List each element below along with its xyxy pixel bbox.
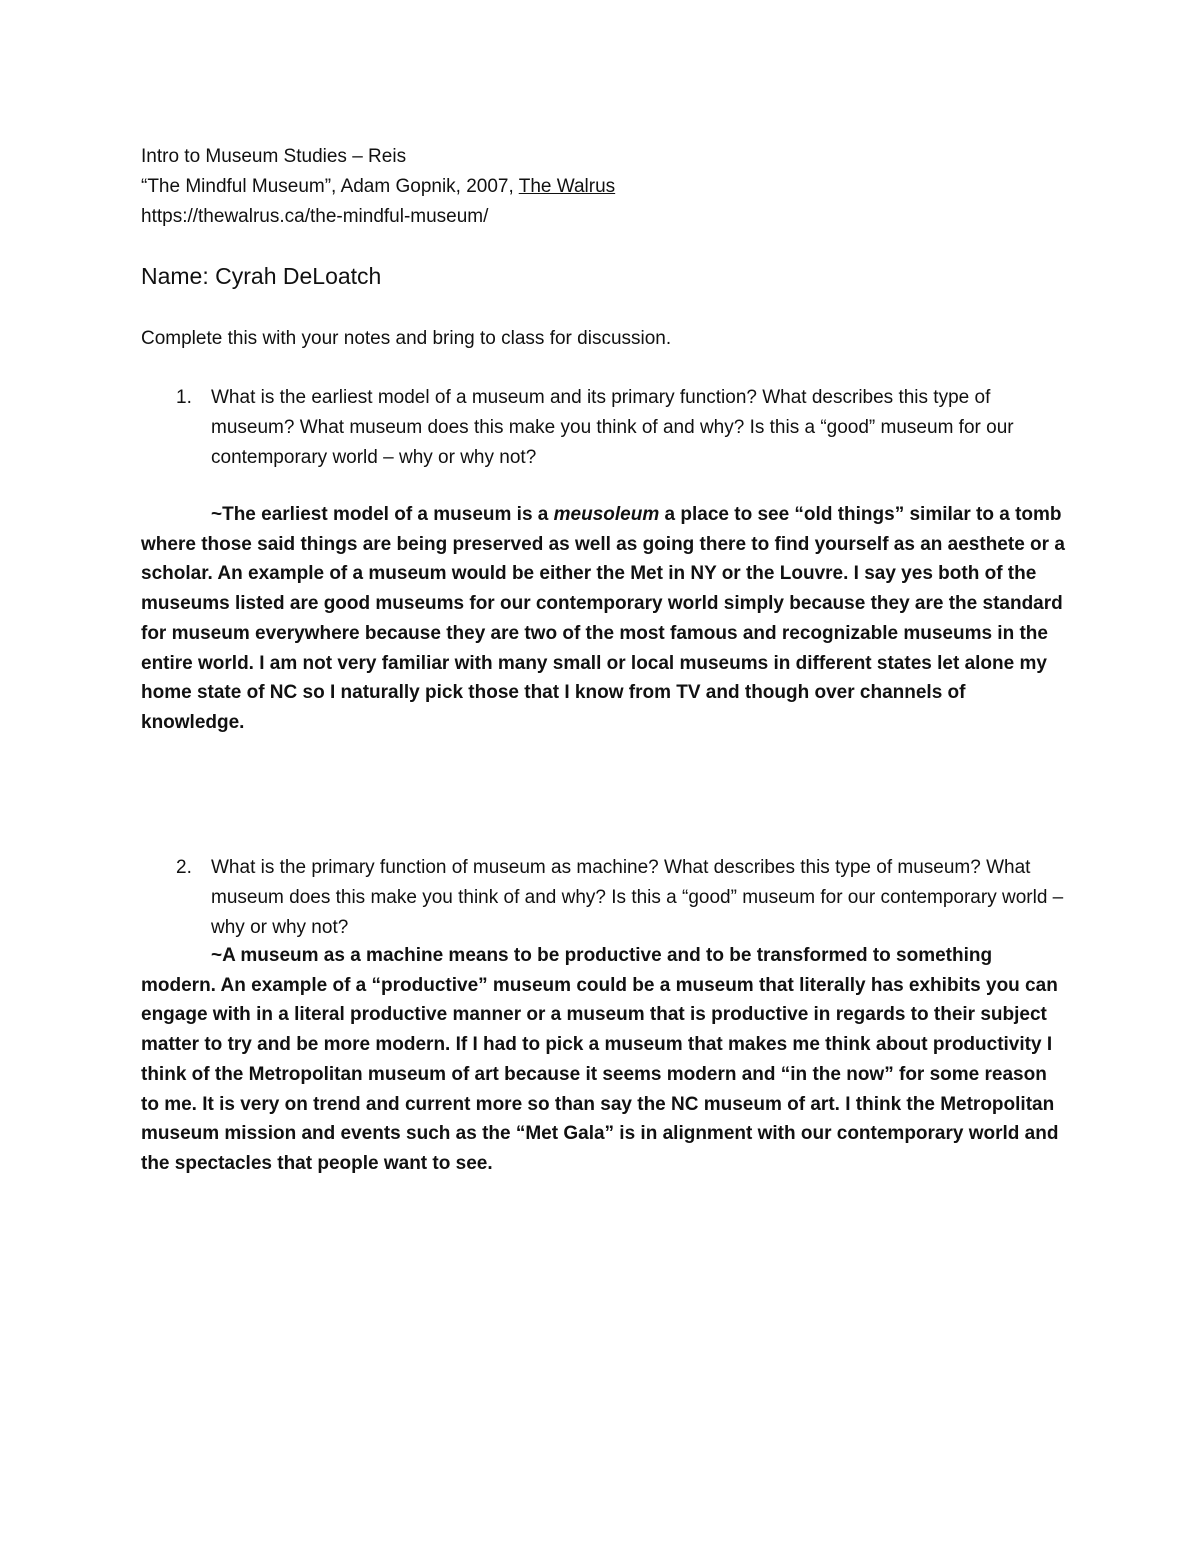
citation-text: “The Mindful Museum”, Adam Gopnik, 2007, [141,176,519,197]
article-citation [141,172,615,202]
answer-text-start: ~The earliest model of a museum is a [211,504,554,525]
course-title: Intro to Museum Studies – Reis [141,146,407,167]
answer-emphasis: meusoleum [553,504,660,525]
question-text: What is the primary function of museum as machine? What describes this type of museum? What museum does this make you think of and why? Is this a “good” museum for our contemporary world – why or why not? [211,857,1064,938]
question-number: 2. [176,857,192,878]
question-1 [176,383,1076,473]
document-header [141,142,615,232]
answer-2: ~A museum as a machine means to be productive and to be transformed to something modern. An example of a “productive” museum could be a museum that literally has exhibits you can engage with in a literal productive manner or a museum that is productive in regards to their subject matter to try and be more modern. If I had to pick a museum that makes me think about productivity I think of the Metropolitan museum of art because it seems modern and “in the now” for some reason to me. It is very on trend and current more so than say the NC museum of art. I think the Metropolitan museum mission and events such as the “Met Gala” is in alignment with our contemporary world and the spectacles that people want to see. [141,945,1059,1174]
question-2 [176,853,1076,943]
instructions-text: Complete this with your notes and bring to class for discussion. [141,328,672,349]
question-text: What is the earliest model of a museum and its primary function? What describes this type of museum? What museum does this make you think of and why? Is this a “good” museum for our contemporary world – why or why not? [211,387,1014,468]
article-url[interactable]: https://thewalrus.ca/the-mindful-museum/ [141,206,489,227]
answer-1 [141,500,1066,738]
question-number: 1. [176,387,192,408]
citation-source-link[interactable]: The Walrus [518,176,616,197]
student-name: Name: Cyrah DeLoatch [141,263,382,289]
answer-text-rest: a place to see “old things” similar to a tomb where those said things are being preserved as well as going there to find yourself as an aesthete or a scholar. An example of a museum would be either the Met in NY or the Louvre. I say yes both of the museums listed are good museums for our contemporary world simply because they are the standard for museum everywhere because they are two of the most famous and recognizable museums in the entire world. I am not very familiar with many small or local museums in different states let alone my home state of NC so I naturally pick those that I know from TV and though over channels of knowledge. [141,504,1065,733]
